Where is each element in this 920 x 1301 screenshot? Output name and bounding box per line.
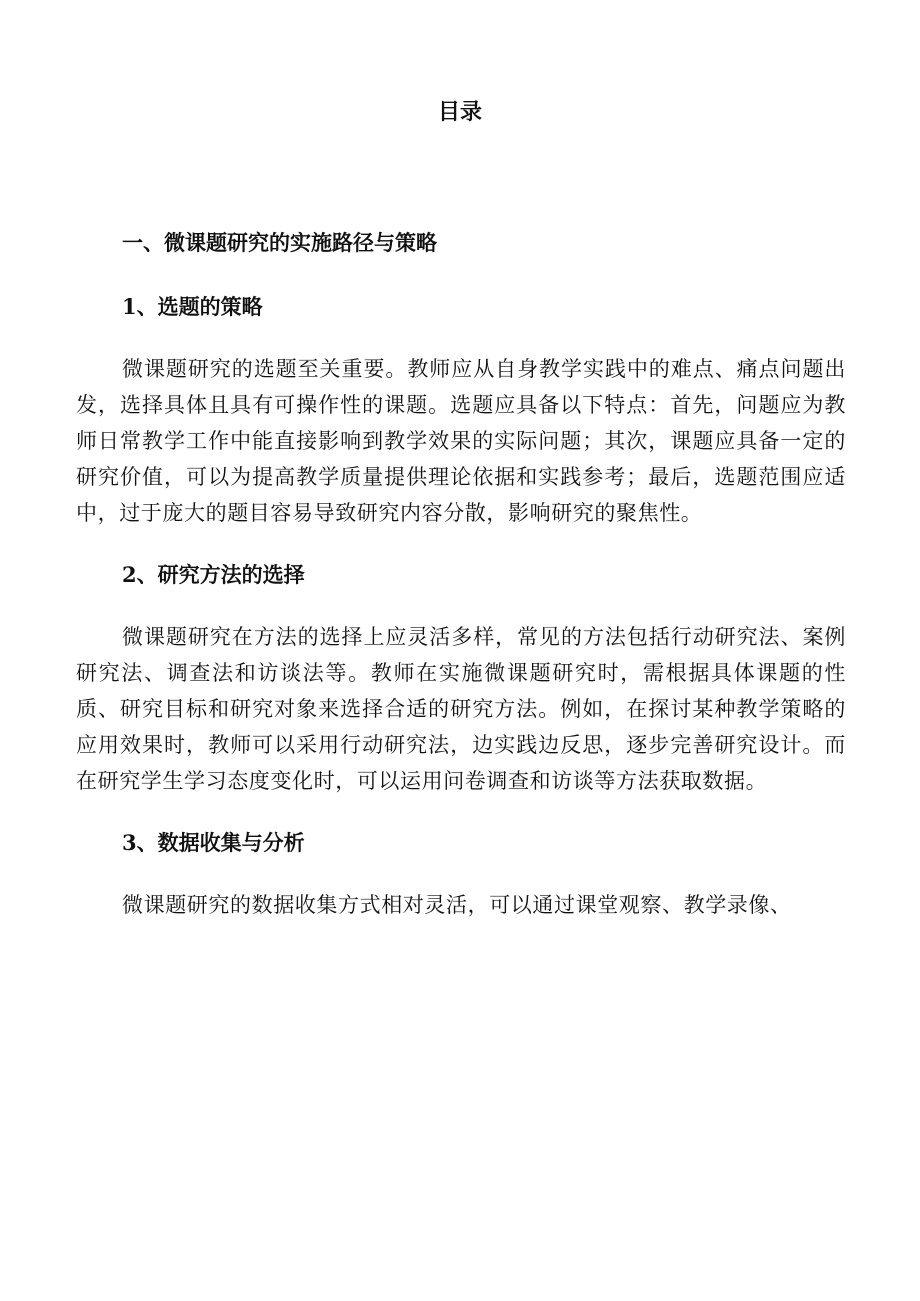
paragraph-topic-selection: 微课题研究的选题至关重要。教师应从自身教学实践中的难点、痛点问题出发，选择具体且具有可操作性的课题。选题应具备以下特点：首先，问题应为教师日常教学工作中能直接影响到教学效果的实际问题；其次，课题应具备一定的研究价值，可以为提高教学质量提供理论依据和实践参考；最后，选题范围应适中，过于庞大的题目容易导致研究内容分散，影响研究的聚焦性。 [76, 357, 846, 525]
page-title: 目录 [437, 99, 482, 125]
document-body [76, 225, 846, 949]
subsection-heading-research-methods: 2、研究方法的选择 [122, 562, 305, 587]
subsection-heading-data-collection: 3、数据收集与分析 [122, 830, 305, 855]
subsection-heading-topic-selection: 1、选题的策略 [122, 294, 263, 319]
paragraph-data-collection: 微课题研究的数据收集方式相对灵活，可以通过课堂观察、教学录像、 [122, 893, 792, 917]
paragraph-research-methods: 微课题研究在方法的选择上应灵活多样，常见的方法包括行动研究法、案例研究法、调查法和访谈法等。教师在实施微课题研究时，需根据具体课题的性质、研究目标和研究对象来选择合适的研究方法。例如，在探讨某种教学策略的应用效果时，教师可以采用行动研究法，边实践边反思，逐步完善研究设计。而在研究学生学习态度变化时，可以运用问卷调查和访谈等方法获取数据。 [76, 625, 846, 793]
section-heading: 一、微课题研究的实施路径与策略 [122, 230, 437, 255]
